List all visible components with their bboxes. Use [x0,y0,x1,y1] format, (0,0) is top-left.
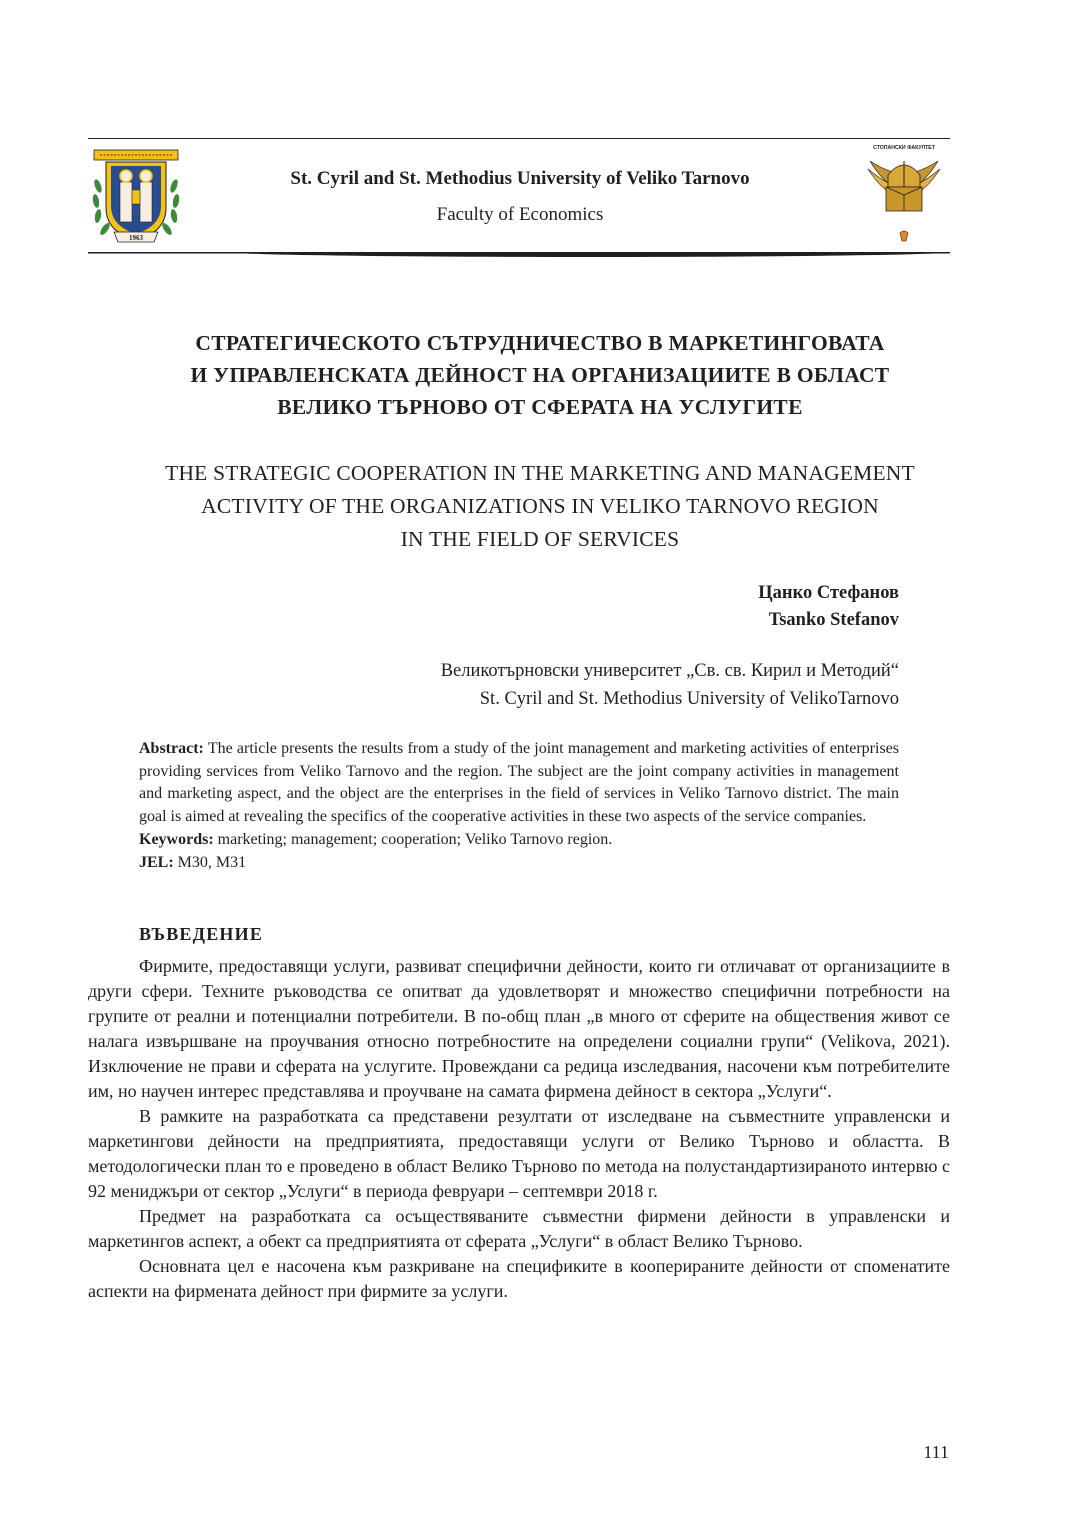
section-heading: ВЪВЕДЕНИЕ [139,924,264,944]
title-bg-line: И УПРАВЛЕНСКАТА ДЕЙНОСТ НА ОРГАНИЗАЦИИТЕ В ОБЛАСТ [190,363,890,387]
body-text [88,954,950,1304]
affiliation-block [441,657,899,713]
university-crest-icon [88,146,184,250]
body-paragraph: Фирмите, предоставящи услуги, развиват специфични дейности, които ги отличават от организациите в други сфери. Техните ръководства се опитват да удовлетворят и множество специфични потребности на групите от реални и потенциални потребители. В по-общ план „в много от сферите на обществения живот се налага извършване на проучвания относно потребностите на определени социални групи“ (Velikova, 2021). Изключение не прави и сферата на услугите. Провеждани са редица изследвания, насочени към потребителите им, но научен интерес представлява и проучване на самата фирмена дейност в сектора „Услуги“. [88,956,950,1101]
affiliation-en: St. Cyril and St. Methodius University of VelikoTarnovo [479,689,899,709]
faculty-emblem-icon [866,143,942,251]
title-en-line: IN THE FIELD OF SERVICES [400,527,680,551]
author-name-bg: Цанко Стефанов [758,583,899,603]
title-en-line: ACTIVITY OF THE ORGANIZATIONS IN VELIKO TARNOVO REGION [201,494,879,518]
keywords-text: marketing; management; cooperation; Veliko Tarnovo region. [217,830,613,848]
page-number: 111 [923,1442,949,1462]
affiliation-bg: Великотърновски университет „Св. св. Кирил и Методий“ [440,661,899,681]
jel-line [139,852,899,875]
jel-text: M30, M31 [177,853,247,871]
abstract-label: Abstract: [139,740,204,757]
crest-year: 1963 [129,234,143,242]
abstract-text: The article presents the results from a study of the joint management and marketing activities of enterprises providing services from Veliko Tarnovo and the region. The subject are the joint company activities in management and marketing aspect, and the object are the enterprises in the field of services in Veliko Tarnovo district. The main goal is aimed at revealing the specifics of the cooperative activities in these two aspects of the service companies. [139,740,900,826]
abstract-paragraph [139,738,899,829]
keywords-label: Keywords: [139,830,214,848]
title-en-line: THE STRATEGIC COOPERATION IN THE MARKETING AND MANAGEMENT [165,461,915,485]
title-english [60,457,1020,556]
faculty-name: Faculty of Economics [436,204,604,225]
title-bg-line: СТРАТЕГИЧЕСКОТО СЪТРУДНИЧЕСТВО В МАРКЕТИНГОВАТА [195,331,885,355]
title-bg-line: ВЕЛИКО ТЪРНОВО ОТ СФЕРАТА НА УСЛУГИТЕ [277,395,803,419]
jel-label: JEL: [139,853,174,871]
university-name: St. Cyril and St. Methodius University of Veliko Tarnovo [290,168,750,189]
body-paragraph: В рамките на разработката са представени резултати от изследване на съвместните управленски и маркетингови дейности на предприятията, предоставящи услуги от Велико Търново и областта. В методологически план то е проведено в област Велико Търново по метода на полустандартизираното интервю с 92 мениджъри от сектор „Услуги“ в периода февруари – септември 2018 г. [88,1106,950,1201]
abstract-block [139,738,899,874]
body-paragraph: Предмет на разработката са осъществяваните съвместни фирмени дейности в управленски и маркетингов аспект, а обект са предприятията от сферата „Услуги“ в област Велико Търново. [88,1206,950,1251]
title-bulgarian [60,327,1020,423]
header-bottom-rule-thick [230,252,950,257]
keywords-line [139,829,899,852]
header-top-rule [88,138,950,139]
author-block [758,580,899,634]
author-name-en: Tsanko Stefanov [768,610,899,630]
body-paragraph: Основната цел е насочена към разкриване на спецификите в кооперираните дейности от споменатите аспекти на фирмената дейност при фирмите за услуги. [88,1256,950,1301]
emblem-label: СТОПАНСКИ ФАКУЛТЕТ [873,145,935,151]
